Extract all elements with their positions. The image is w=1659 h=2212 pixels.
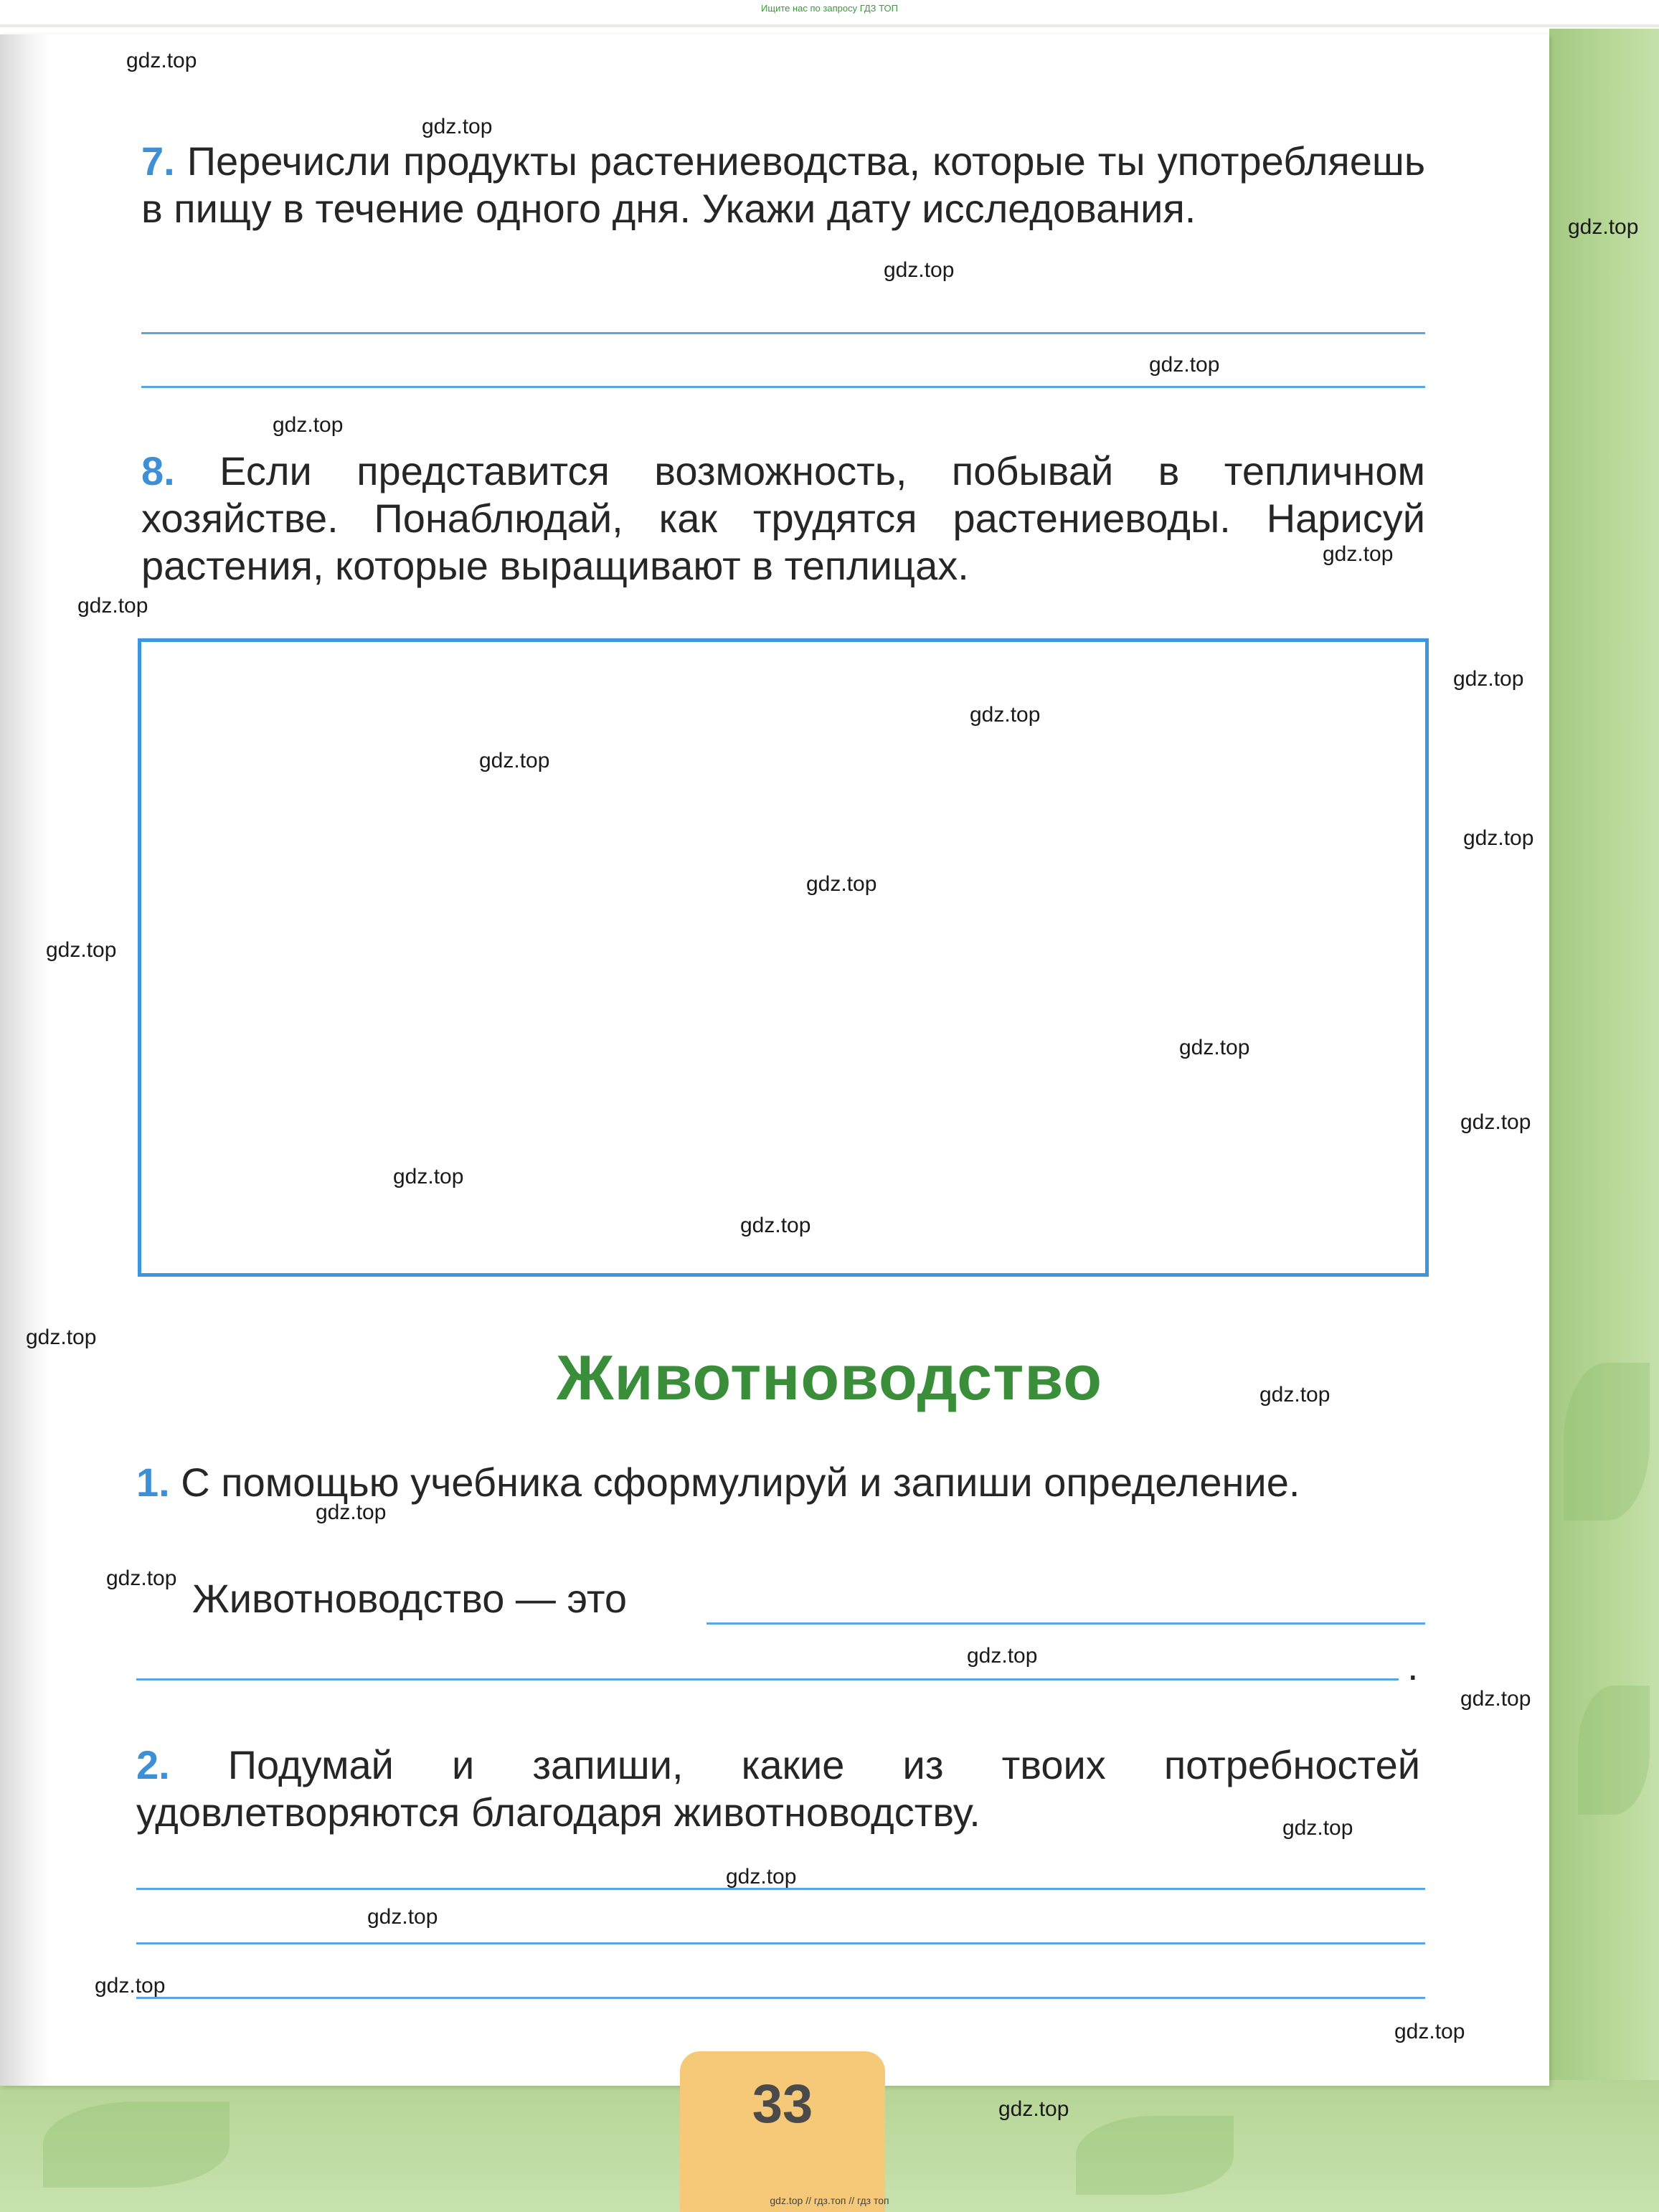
watermark: gdz.top [967, 1644, 1038, 1668]
watermark: gdz.top [998, 2097, 1069, 2121]
watermark: gdz.top [106, 1566, 177, 1590]
watermark: gdz.top [1460, 1110, 1531, 1134]
watermark: gdz.top [740, 1214, 811, 1237]
watermark: gdz.top [1179, 1036, 1250, 1059]
answer-line[interactable] [141, 386, 1425, 388]
watermark: gdz.top [1259, 1383, 1330, 1407]
definition-end-mark: . [1407, 1643, 1419, 1688]
task-number: 2. [136, 1742, 170, 1787]
task-number: 1. [136, 1460, 170, 1505]
watermark: gdz.top [884, 258, 955, 282]
watermark: gdz.top [1568, 215, 1639, 239]
watermark: gdz.top [367, 1905, 438, 1929]
task-number: 8. [141, 448, 175, 493]
watermark: gdz.top [77, 594, 148, 618]
watermark: gdz.top [95, 1974, 166, 1998]
watermark: gdz.top [316, 1500, 387, 1524]
watermark: gdz.top [126, 49, 197, 72]
answer-line[interactable] [136, 1678, 1399, 1681]
task-8 [141, 448, 1425, 590]
leaf-decoration [1578, 1686, 1650, 1815]
leaf-decoration [1076, 2116, 1234, 2195]
watermark: gdz.top [1323, 542, 1394, 566]
page-spine-shadow [0, 34, 50, 2086]
task-text: Если представится возможность, побывай в тепличном хозяйстве. Понаблюдай, как трудятся растениеводы. Нарисуй растения, которые выращивают в теплицах. [141, 448, 1426, 588]
footer-note: gdz.top // гдз.топ // гдз топ [770, 2195, 889, 2206]
task-number: 7. [141, 138, 175, 184]
watermark: gdz.top [1460, 1687, 1531, 1711]
answer-line[interactable] [136, 1942, 1425, 1944]
watermark: gdz.top [1282, 1816, 1353, 1840]
watermark: gdz.top [970, 703, 1041, 727]
watermark: gdz.top [726, 1865, 797, 1889]
answer-line[interactable] [706, 1622, 1425, 1625]
task-1 [136, 1459, 1420, 1506]
search-hint: Ищите нас по запросу ГДЗ ТОП [761, 3, 898, 14]
page-number: 33 [752, 2074, 813, 2135]
task-7 [141, 138, 1425, 232]
task-text: Перечисли продукты растениеводства, которые ты употребляешь в пищу в течение одного дня. Укажи дату исследования. [141, 138, 1425, 231]
watermark: gdz.top [1149, 353, 1220, 377]
watermark: gdz.top [1394, 2020, 1465, 2043]
green-margin-right [1549, 29, 1659, 2212]
leaf-decoration [43, 2102, 230, 2188]
watermark: gdz.top [46, 938, 117, 962]
task-text: Подумай и запиши, какие из твоих потребностей удовлетворяются благодаря животноводству. [136, 1742, 1420, 1835]
watermark: gdz.top [393, 1165, 464, 1188]
answer-line[interactable] [136, 1997, 1425, 1999]
drawing-area[interactable] [138, 638, 1429, 1277]
watermark: gdz.top [1463, 826, 1534, 850]
watermark: gdz.top [422, 115, 493, 138]
watermark: gdz.top [273, 413, 344, 437]
watermark: gdz.top [806, 872, 877, 896]
watermark: gdz.top [26, 1325, 97, 1349]
task-2 [136, 1741, 1420, 1836]
section-title: Животноводство [556, 1342, 1103, 1413]
definition-prompt: Животноводство — это [192, 1576, 627, 1621]
task-text: С помощью учебника сформулируй и запиши определение. [181, 1460, 1300, 1505]
watermark: gdz.top [1453, 667, 1524, 691]
watermark: gdz.top [479, 749, 550, 772]
answer-line[interactable] [141, 332, 1425, 334]
top-divider [0, 24, 1659, 27]
